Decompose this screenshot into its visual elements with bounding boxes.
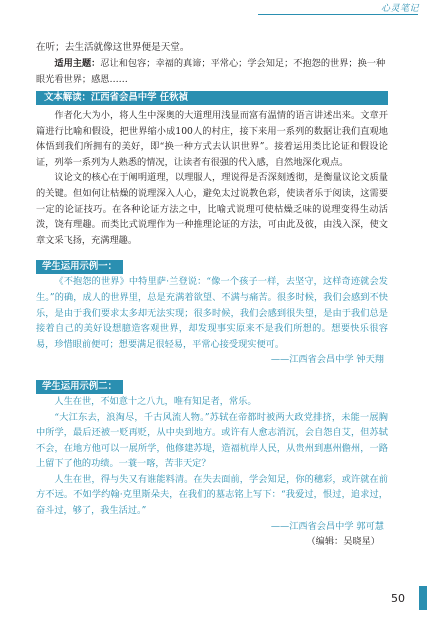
section-title: 心灵笔记 bbox=[380, 4, 419, 14]
example2-paragraph-2: “大江东去，浪淘尽，千古风流人物。”苏轼在帝都时被两大政党排挤，未能一展胸中所学，最后还被一贬再贬，从中央到地方。或许有人愈志消沉，会自怨自艾，但苏轼不会，在地方他可以一展所学，他修建苏堤，造福杭岸人民，从贵州到惠州儋州，一路上留下了他的功绩。一蓑一喀，苦非天定？ bbox=[36, 411, 388, 470]
page-content bbox=[36, 40, 388, 550]
editor-credit: （编辑：吴晓星） bbox=[306, 536, 380, 548]
example2-title: 学生运用示例二： bbox=[36, 380, 123, 394]
example2-paragraph-1: 人生在世，不如意十之八九，唯有知足者，常乐。 bbox=[54, 395, 257, 407]
example2-signature: ——江西省会昌中学 郭可慧 bbox=[270, 520, 384, 532]
theme-paragraph bbox=[36, 56, 388, 88]
commentary-paragraph-1: 作者化大为小，将人生中深奥的大道理用浅显而富有温情的语言讲述出来。文章开篇进行比喻和假设，把世界缩小成100人的村庄，接下来用一系列的数据让我们直观地体悟到我们所拥有的美好，即“换一种方式去认识世界”。接着运用类比论证和假设论证，列举一系列为人熟悉的情况，让读者有很强的代入感，自然地深化观点。 bbox=[36, 110, 388, 168]
theme-text: 忍让和包容；幸福的真谛；平常心；学会知足；不抱怨的世界；换一种眼光看世界；感恩…… bbox=[36, 58, 386, 85]
intro-line: 在听；去生活就像这世界便是天堂。 bbox=[36, 42, 190, 53]
page-number: 50 bbox=[391, 592, 405, 605]
example2-paragraph-3: 人生在世，得与失又有谁能料清。在失去面前，学会知足，你的穗彩，或许就在前方不远。不如学约翰·克里斯朵夫，在我们的墓志铭上写下：“我爱过，恨过，追求过，奋斗过，够了，我生活过。” bbox=[36, 473, 388, 517]
commentary-heading: 文本解读：江西省会昌中学 任秋禎 bbox=[36, 91, 388, 105]
example1-title: 学生运用示例一： bbox=[36, 260, 123, 274]
page-edge-tab bbox=[419, 586, 427, 610]
example1-signature: ——江西省会昌中学 钟天翔 bbox=[270, 354, 384, 366]
commentary-paragraph-2: 议论文的核心在于阐明道理，以理服人，理说得是否深刻透彻，是衡量议论文质量的关键。但如何让枯燥的说理深入人心，避免太过说教色彩，使读者乐于阅读，这需要一定的论证技巧。在各种论证方法之中，比喻式说理可使枯燥乏味的说理变得生动活泼，饶有理趣。而类比式说理作为一种推理论证的方法，可由此及彼，由浅入深，使文章文采飞扬，充满理趣。 bbox=[36, 172, 388, 246]
example1-paragraph: 《不抱怨的世界》中特里萨·兰登说：“像一个孩子一样，去坚守，这样奇迹就会发生。”的确，成人的世界里，总是充满着欲望、不满与痛苦。很多时候，我们会感到不快乐，是由于我们要求太多却无法实现；很多时候，我们会感到很失望，是由于我们总是接着自己的美好设想臆造客观世界，却发现事实原来不是我们所想的。想要快乐很容易，珍惜眼前便可；想要满足很轻易，平常心接受现实便可。 bbox=[36, 276, 388, 350]
header-rule bbox=[258, 14, 418, 15]
theme-label: 适用主题： bbox=[54, 58, 101, 69]
